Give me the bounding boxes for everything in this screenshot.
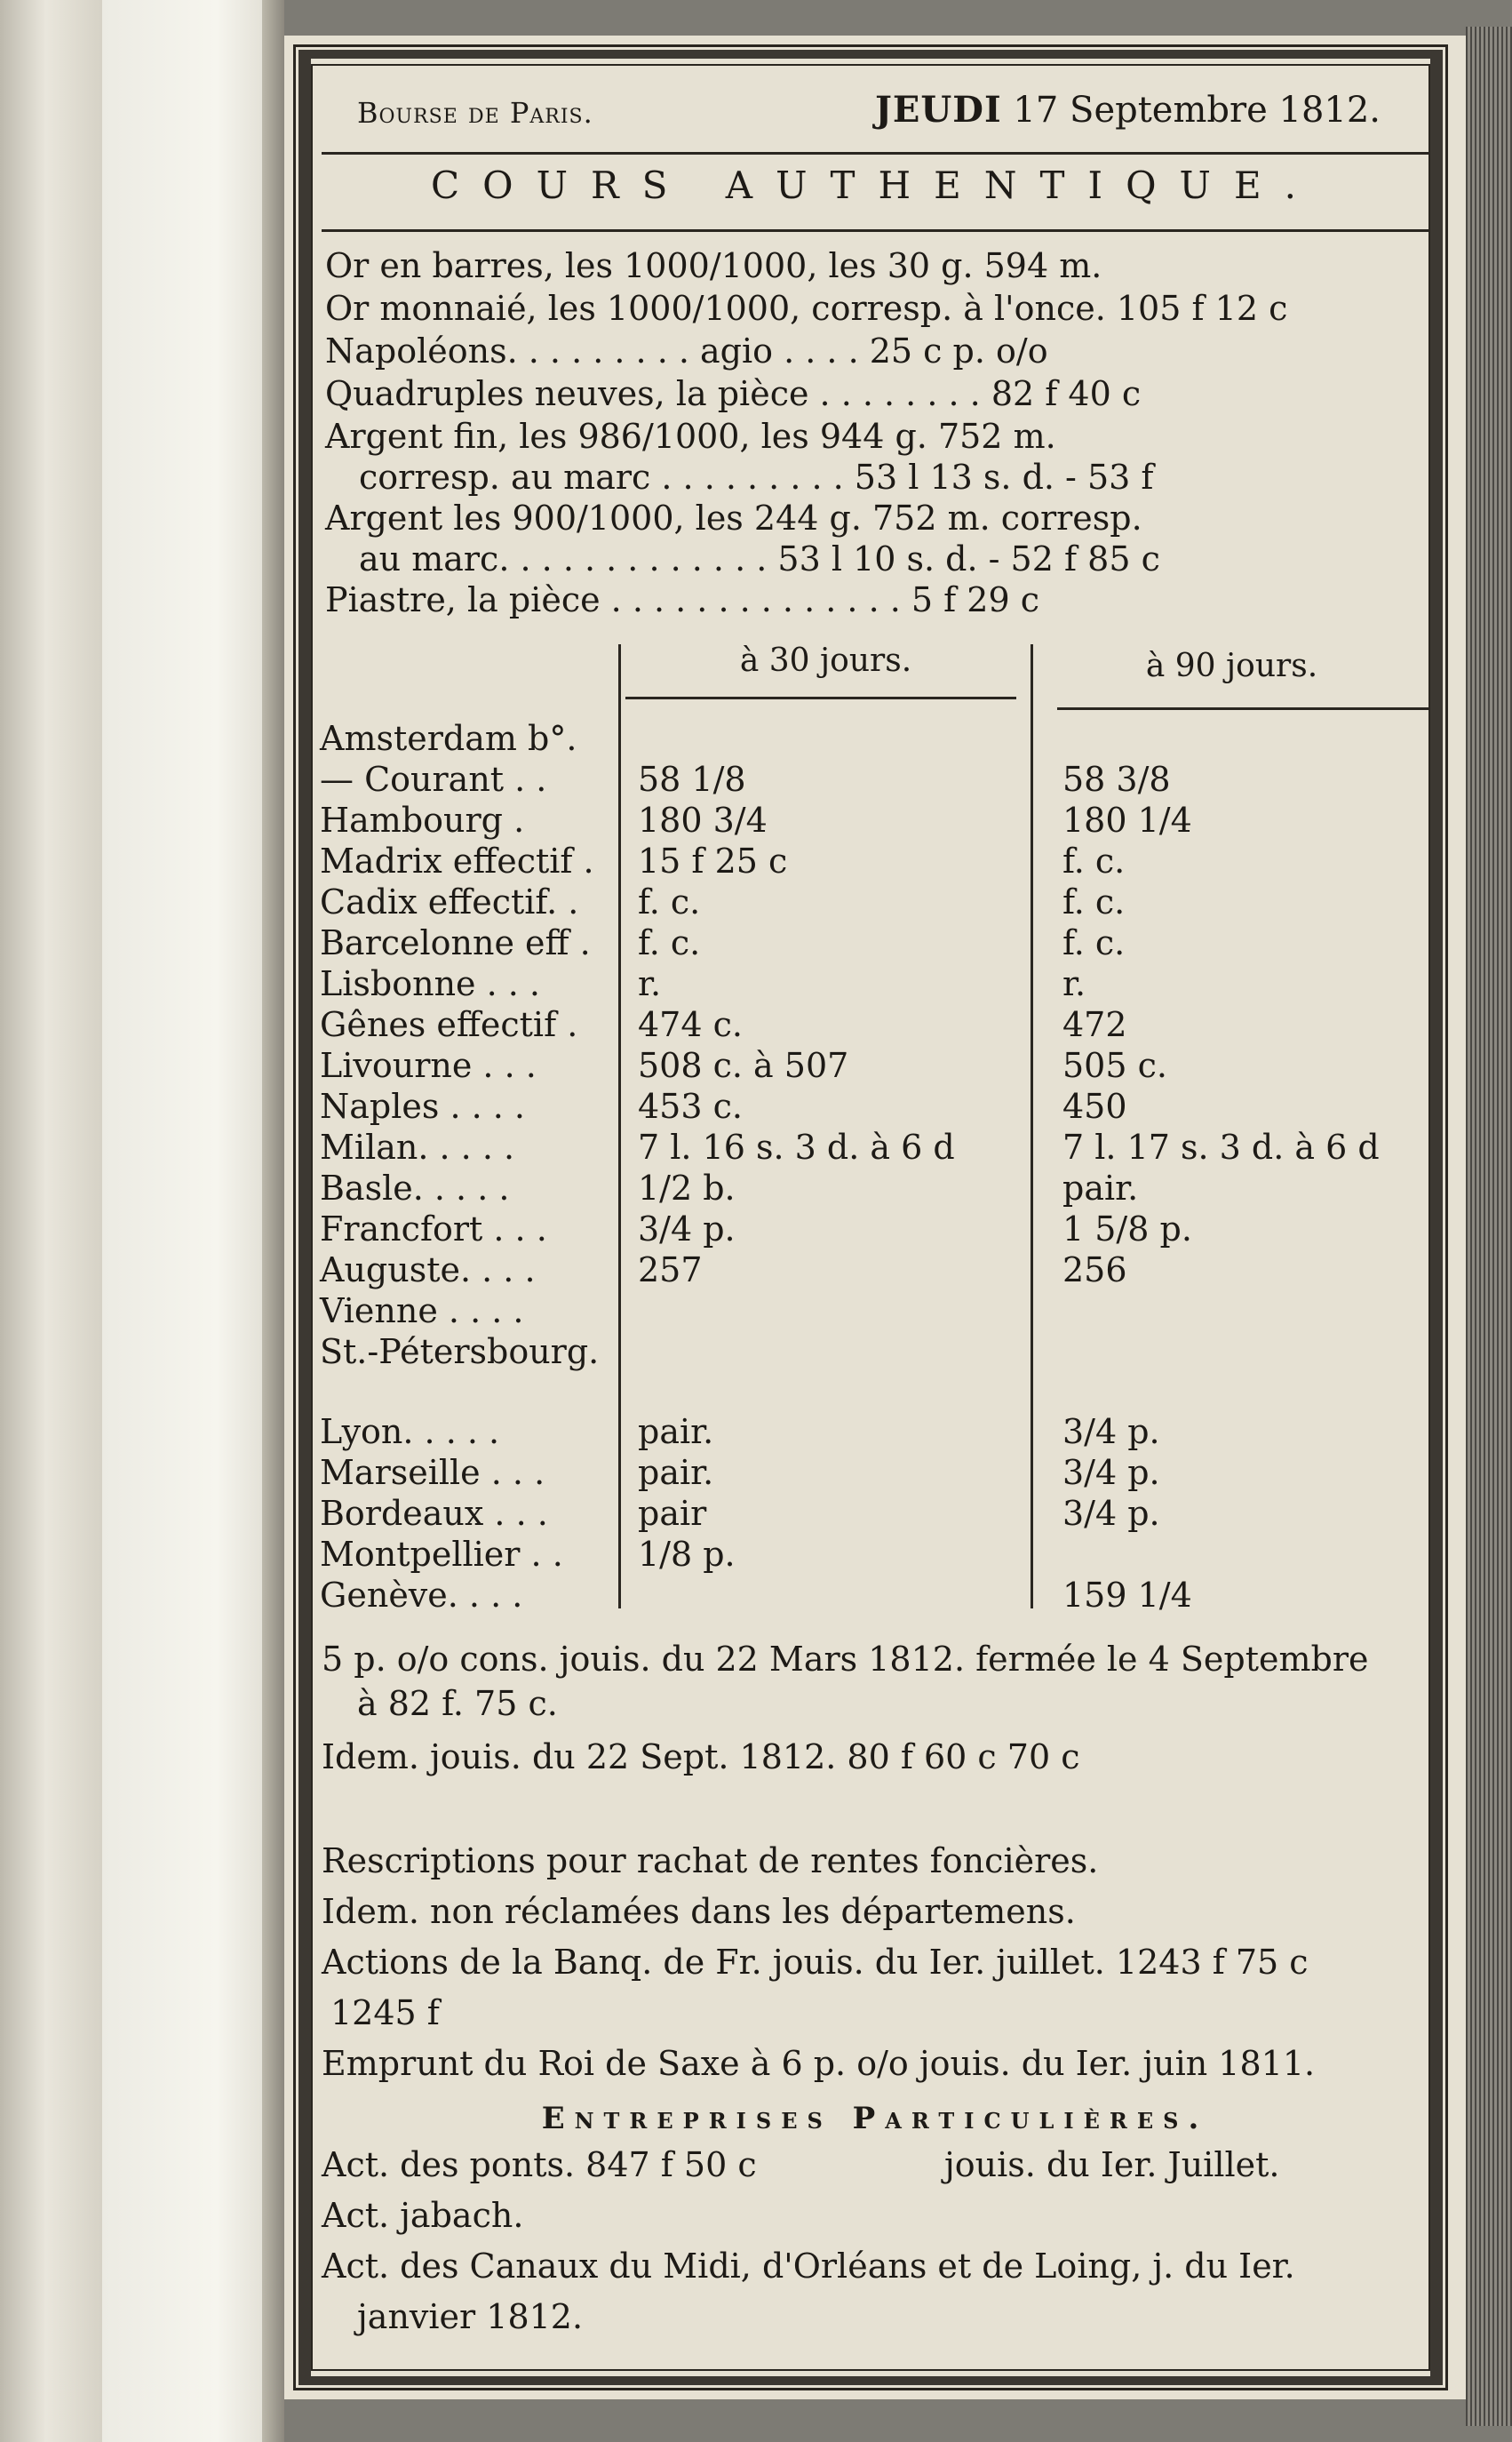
exchange-city: Gênes effectif .	[320, 1005, 578, 1044]
effet-line: 1245 f	[330, 1993, 440, 2032]
entreprises-title: Entreprises Particulières.	[541, 2101, 1209, 2136]
rente-line: Idem. jouis. du 22 Sept. 1812. 80 f 60 c 70 c	[322, 1737, 1080, 1776]
flyleaf	[102, 0, 267, 2442]
exchange-rate-90: 505 c.	[1062, 1046, 1167, 1085]
exchange-rate-30: 15 f 25 c	[638, 842, 788, 881]
gutter-shadow	[262, 0, 284, 2442]
exchange-rate-90: r.	[1062, 964, 1086, 1003]
exchange-rate-30: 257	[638, 1250, 703, 1289]
exchange-rate-90: 1 5/8 p.	[1062, 1209, 1192, 1249]
exchange-city: Livourne . . .	[320, 1046, 537, 1085]
exchange-city: Francfort . . .	[320, 1209, 547, 1249]
exchange-rate-30: f. c.	[638, 923, 701, 962]
exchange-city: St.-Pétersbourg.	[320, 1332, 600, 1371]
entreprise-line: Act. des Canaux du Midi, d'Orléans et de Loing, j. du Ier.	[322, 2246, 1295, 2286]
header-day: JEUDI	[875, 89, 1002, 131]
exchange-rate-90: 7 l. 17 s. 3 d. à 6 d	[1062, 1128, 1380, 1167]
exchange-rate-30: 474 c.	[638, 1005, 743, 1044]
book-binding	[0, 0, 102, 2442]
exchange-rate-90: 159 1/4	[1062, 1576, 1192, 1615]
exchange-city: Vienne . . . .	[320, 1291, 524, 1330]
exchange-city: — Courant . .	[320, 760, 547, 799]
exchange-city: Marseille . . .	[320, 1453, 545, 1492]
metal-line: corresp. au marc . . . . . . . . . 53 l 13 s. d. - 53 f	[359, 458, 1154, 497]
exchange-rate-90: f. c.	[1062, 842, 1126, 881]
exchange-city: Naples . . . .	[320, 1087, 526, 1126]
exchange-rate-90: f. c.	[1062, 882, 1126, 922]
header-bourse: Bourse de Paris.	[357, 96, 593, 130]
exchange-rate-30: 1/2 b.	[638, 1169, 736, 1208]
exchange-rate-90: 58 3/8	[1062, 760, 1171, 799]
exchange-city: Basle. . . . .	[320, 1169, 510, 1208]
page-edges	[1466, 27, 1512, 2426]
column-rule-30	[625, 697, 1016, 699]
metal-line: Piastre, la pièce . . . . . . . . . . . . . . 5 f 29 c	[325, 580, 1039, 619]
exchange-rate-90: 3/4 p.	[1062, 1494, 1160, 1533]
column-header-90: à 90 jours.	[1145, 648, 1318, 684]
exchange-city: Madrix effectif .	[320, 842, 594, 881]
metal-line: Quadruples neuves, la pièce . . . . . . . . 82 f 40 c	[325, 374, 1142, 413]
title-rule	[322, 229, 1430, 232]
exchange-rate-90: 450	[1062, 1087, 1127, 1126]
exchange-city: Cadix effectif. .	[320, 882, 579, 922]
exchange-rate-90: f. c.	[1062, 923, 1126, 962]
exchange-rate-30: pair.	[638, 1453, 714, 1492]
metal-line: Argent fin, les 986/1000, les 944 g. 752 m.	[325, 417, 1056, 456]
metal-line: Or en barres, les 1000/1000, les 30 g. 594 m.	[325, 246, 1102, 285]
metal-line: au marc. . . . . . . . . . . . . 53 l 10 s. d. - 52 f 85 c	[359, 539, 1160, 579]
rente-line: à 82 f. 75 c.	[357, 1684, 558, 1723]
metal-line: Or monnaié, les 1000/1000, corresp. à l'once. 105 f 12 c	[325, 289, 1288, 328]
exchange-rate-90: pair.	[1062, 1169, 1139, 1208]
column-header-30: à 30 jours.	[739, 642, 912, 679]
exchange-rate-30: f. c.	[638, 882, 701, 922]
exchange-city: Hambourg .	[320, 801, 525, 840]
effet-line: Idem. non réclamées dans les départemens.	[322, 1892, 1076, 1931]
exchange-rate-90: 3/4 p.	[1062, 1412, 1160, 1451]
metal-line: Napoléons. . . . . . . . . agio . . . . 25 c p. o/o	[325, 331, 1048, 371]
header-date-line	[875, 89, 1381, 131]
effet-line: Emprunt du Roi de Saxe à 6 p. o/o jouis. du Ier. juin 1811.	[322, 2044, 1316, 2083]
entreprise-line: Act. jabach.	[322, 2196, 524, 2235]
header-date: 17 Septembre 1812.	[1013, 90, 1381, 131]
exchange-rate-30: 3/4 p.	[638, 1209, 736, 1249]
table-vline-left	[618, 644, 621, 1608]
exchange-city: Lisbonne . . .	[320, 964, 541, 1003]
exchange-rate-30: 7 l. 16 s. 3 d. à 6 d	[638, 1128, 955, 1167]
exchange-rate-90: 472	[1062, 1005, 1127, 1044]
entreprise-line: janvier 1812.	[357, 2297, 584, 2336]
exchange-rate-30: 58 1/8	[638, 760, 746, 799]
exchange-city: Barcelonne eff .	[320, 923, 591, 962]
page-title: COURS AUTHENTIQUE.	[431, 164, 1319, 207]
exchange-city: Montpellier . .	[320, 1535, 563, 1574]
exchange-rate-30: 508 c. à 507	[638, 1046, 849, 1085]
exchange-city: Genève. . . .	[320, 1576, 523, 1615]
exchange-rate-30: 180 3/4	[638, 801, 768, 840]
exchange-rate-90: 3/4 p.	[1062, 1453, 1160, 1492]
exchange-rate-90: 256	[1062, 1250, 1127, 1289]
exchange-rate-30: pair	[638, 1494, 707, 1533]
exchange-rate-30: 1/8 p.	[638, 1535, 736, 1574]
exchange-city: Amsterdam b°.	[320, 719, 577, 758]
table-vline-right	[1031, 644, 1033, 1608]
metal-line: Argent les 900/1000, les 244 g. 752 m. corresp.	[325, 499, 1142, 538]
exchange-city: Lyon. . . . .	[320, 1412, 500, 1451]
exchange-rate-30: r.	[638, 964, 662, 1003]
exchange-city: Auguste. . . .	[320, 1250, 536, 1289]
header-rule	[322, 152, 1430, 155]
exchange-city: Bordeaux . . .	[320, 1494, 548, 1533]
entreprise-line-right: jouis. du Ier. Juillet.	[944, 2145, 1280, 2184]
exchange-rate-90: 180 1/4	[1062, 801, 1192, 840]
exchange-city: Milan. . . . .	[320, 1128, 515, 1167]
effet-line: Actions de la Banq. de Fr. jouis. du Ier. juillet. 1243 f 75 c	[322, 1943, 1309, 1982]
rente-line: 5 p. o/o cons. jouis. du 22 Mars 1812. fermée le 4 Septembre	[322, 1640, 1369, 1679]
exchange-rate-30: 453 c.	[638, 1087, 743, 1126]
entreprise-line: Act. des ponts. 847 f 50 c	[322, 2145, 757, 2184]
exchange-rate-30: pair.	[638, 1412, 714, 1451]
effet-line: Rescriptions pour rachat de rentes foncières.	[322, 1841, 1099, 1880]
column-rule-90	[1057, 707, 1430, 710]
